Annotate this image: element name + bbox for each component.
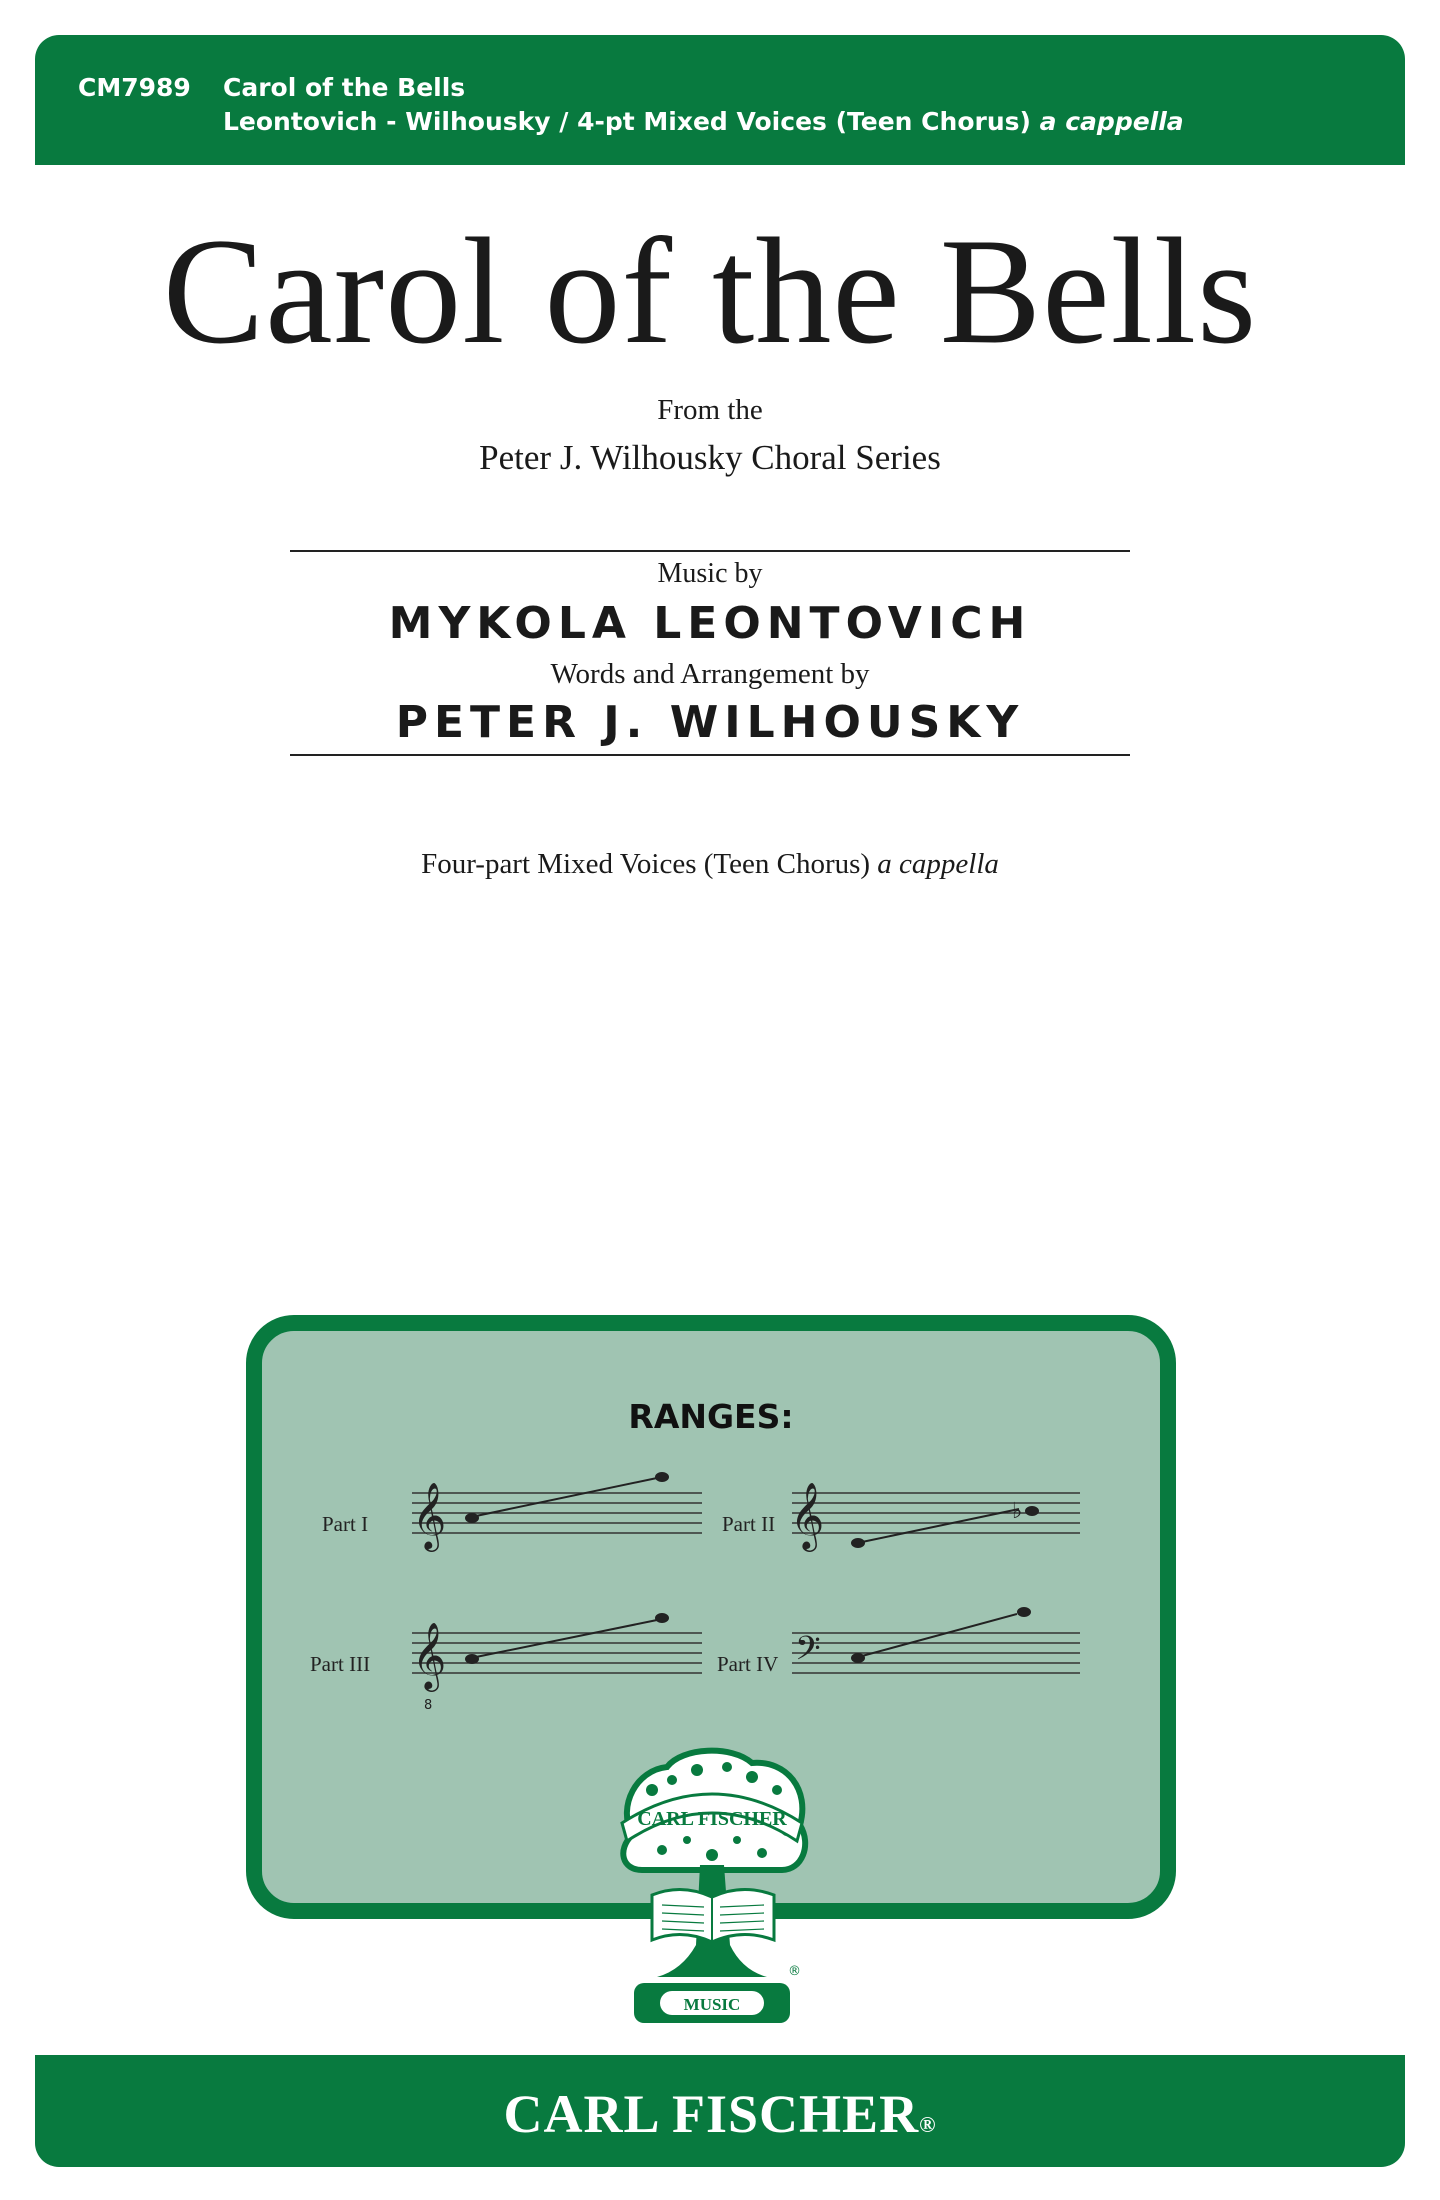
- footer-bar: [35, 2055, 1405, 2167]
- bottom-divider: [290, 754, 1130, 756]
- page-title: Carol of the Bells: [162, 207, 1258, 375]
- range-low-note: [465, 1654, 479, 1664]
- words-arrangement-label: Words and Arrangement by: [550, 658, 870, 690]
- octave-mark-icon: 8: [424, 1698, 433, 1713]
- part-1-range: [465, 1472, 669, 1523]
- part-3-range: [465, 1613, 669, 1664]
- header-subtitle-text: Leontovich - Wilhousky / 4-pt Mixed Voices (Teen Chorus): [223, 107, 1031, 136]
- part-2-label: Part II: [722, 1512, 776, 1536]
- logo-registered-mark: ®: [788, 1964, 801, 1979]
- footer-registered-mark: ®: [919, 2112, 937, 2137]
- footer-brand-text: CARL FISCHER: [503, 2084, 920, 2144]
- flat-icon: ♭: [1012, 1499, 1023, 1524]
- logo-banner-text: CARL FISCHER: [637, 1808, 787, 1830]
- carl-fischer-logo: [612, 1745, 812, 2030]
- range-low-note: [465, 1513, 479, 1523]
- part-3-staff: [412, 1633, 702, 1673]
- treble-clef-8vb-icon: 𝄞: [412, 1621, 447, 1689]
- voicing-main: Four-part Mixed Voices (Teen Chorus): [421, 848, 871, 880]
- voicing-italic: a cappella: [877, 848, 999, 880]
- composer-name: MYKOLA LEONTOVICH: [388, 598, 1032, 649]
- range-low-note: [851, 1653, 865, 1663]
- footer-brand: [35, 2083, 1405, 2145]
- series-name: Peter J. Wilhousky Choral Series: [479, 438, 941, 477]
- part-4-label: Part IV: [717, 1652, 779, 1676]
- from-text: From the: [657, 394, 763, 426]
- logo-plaque-text: MUSIC: [683, 1995, 741, 2014]
- header-title: Carol of the Bells: [223, 73, 466, 102]
- part-4-staff: [792, 1633, 1080, 1673]
- range-high-note: [1017, 1607, 1031, 1617]
- header-subtitle-italic: a cappella: [1039, 107, 1184, 136]
- bass-clef-icon: 𝄢: [795, 1630, 821, 1676]
- treble-clef-icon: 𝄞: [790, 1481, 825, 1549]
- range-high-note: [655, 1613, 669, 1623]
- header-subtitle: [223, 107, 1184, 136]
- part-4-range: [851, 1607, 1031, 1663]
- ranges-heading: RANGES:: [628, 1397, 794, 1436]
- range-high-note: [1025, 1506, 1039, 1516]
- part-1-label: Part I: [322, 1512, 369, 1536]
- header-bar: [35, 35, 1405, 165]
- arranger-name: PETER J. WILHOUSKY: [395, 697, 1025, 748]
- range-low-note: [851, 1538, 865, 1548]
- music-by-label: Music by: [657, 558, 763, 589]
- top-divider: [290, 550, 1130, 552]
- treble-clef-icon: 𝄞: [412, 1481, 447, 1549]
- range-high-note: [655, 1472, 669, 1482]
- part-3-label: Part III: [310, 1652, 371, 1676]
- voicing-text: [0, 848, 1420, 881]
- catalog-code: CM7989: [78, 73, 191, 102]
